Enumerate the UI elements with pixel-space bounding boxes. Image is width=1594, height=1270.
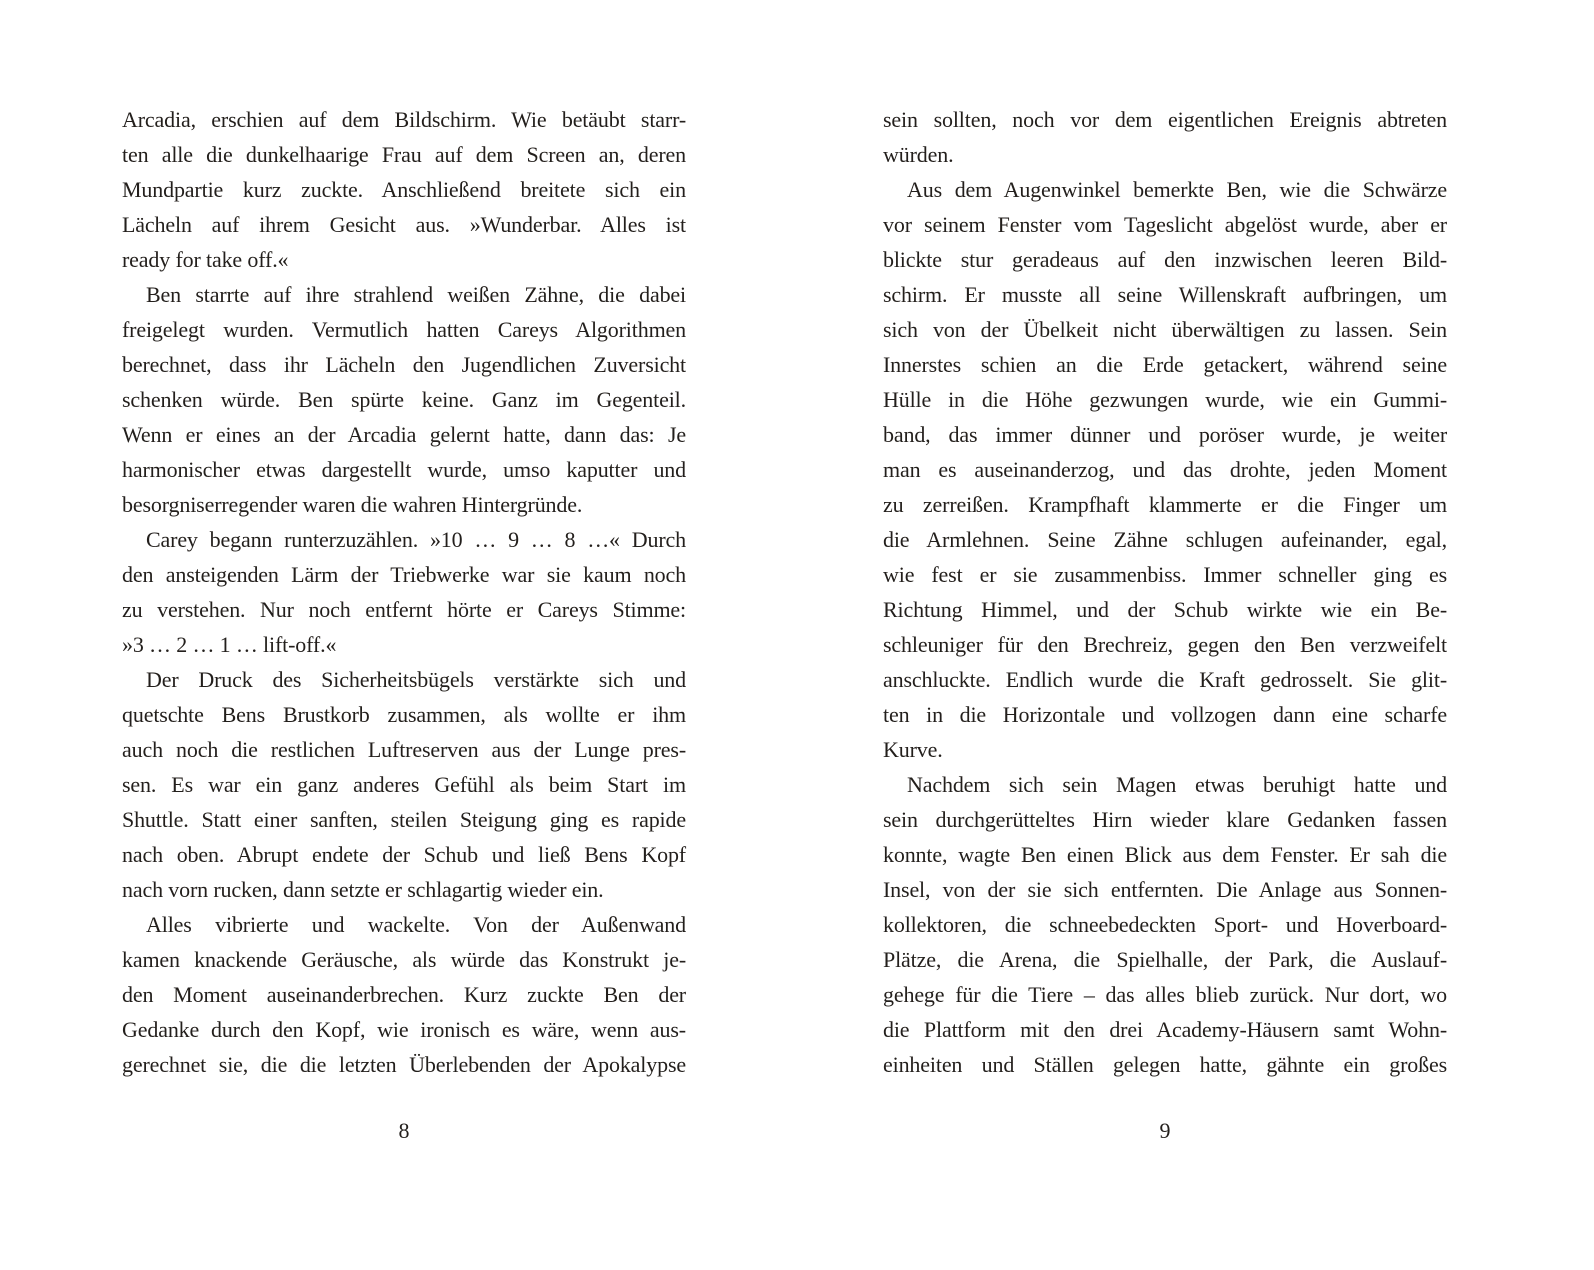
- text-line: gehege für die Tiere – das alles blieb zurück. Nur dort, wo: [883, 982, 1447, 1007]
- paragraph: [122, 907, 686, 1082]
- text-line: zu verstehen. Nur noch entfernt hörte er Careys Stimme:: [122, 597, 686, 622]
- text-line: band, das immer dünner und poröser wurde, je weiter: [883, 422, 1447, 447]
- paragraph: [122, 102, 686, 277]
- text-line: Hülle in die Höhe gezwungen wurde, wie ein Gummi-: [883, 387, 1447, 412]
- page-number-left: 8: [398, 1118, 410, 1143]
- text-line: kamen knackende Geräusche, als würde das Konstrukt je-: [122, 947, 686, 972]
- text-line: ten alle die dunkelhaarige Frau auf dem Screen an, deren: [122, 142, 686, 167]
- text-line: ready for take off.«: [122, 247, 289, 272]
- paragraph: [883, 102, 1447, 172]
- text-line: »3 … 2 … 1 … lift-off.«: [122, 632, 337, 657]
- text-line: gerechnet sie, die die letzten Überlebenden der Apokalypse: [122, 1052, 686, 1077]
- text-line: ten in die Horizontale und vollzogen dann eine scharfe: [883, 702, 1447, 727]
- right-page-text: [883, 102, 1447, 1082]
- text-line: sein durchgerütteltes Hirn wieder klare Gedanken fassen: [883, 807, 1447, 832]
- text-line: berechnet, dass ihr Lächeln den Jugendlichen Zuversicht: [122, 352, 686, 377]
- paragraph: [883, 172, 1447, 767]
- text-line: blickte stur geradeaus auf den inzwischen leeren Bild-: [883, 247, 1447, 272]
- text-line: man es auseinanderzog, und das drohte, jeden Moment: [883, 457, 1447, 482]
- text-line: besorgniserregender waren die wahren Hintergründe.: [122, 492, 583, 517]
- text-line: Gedanke durch den Kopf, wie ironisch es wäre, wenn aus-: [122, 1017, 686, 1042]
- text-line: Nachdem sich sein Magen etwas beruhigt hatte und: [907, 772, 1447, 797]
- text-line: kollektoren, die schneebedeckten Sport- und Hoverboard-: [883, 912, 1447, 937]
- text-line: konnte, wagte Ben einen Blick aus dem Fenster. Er sah die: [883, 842, 1447, 867]
- text-line: auch noch die restlichen Luftreserven aus der Lunge pres-: [122, 737, 686, 762]
- text-line: Wenn er eines an der Arcadia gelernt hatte, dann das: Je: [122, 422, 686, 447]
- text-line: freigelegt wurden. Vermutlich hatten Careys Algorithmen: [122, 317, 686, 342]
- left-page-text: [122, 102, 686, 1082]
- text-line: nach oben. Abrupt endete der Schub und ließ Bens Kopf: [122, 842, 686, 867]
- text-line: Plätze, die Arena, die Spielhalle, der Park, die Auslauf-: [883, 947, 1447, 972]
- text-line: den Moment auseinanderbrechen. Kurz zuckte Ben der: [122, 982, 686, 1007]
- text-line: quetschte Bens Brustkorb zusammen, als wollte er ihm: [122, 702, 686, 727]
- text-line: Kurve.: [883, 737, 943, 762]
- paragraph: [883, 767, 1447, 1082]
- text-line: vor seinem Fenster vom Tageslicht abgelöst wurde, aber er: [883, 212, 1447, 237]
- paragraph: [122, 662, 686, 907]
- text-line: sen. Es war ein ganz anderes Gefühl als beim Start im: [122, 772, 686, 797]
- text-line: Aus dem Augenwinkel bemerkte Ben, wie die Schwärze: [907, 177, 1447, 202]
- paragraph: [122, 277, 686, 522]
- text-line: Lächeln auf ihrem Gesicht aus. »Wunderbar. Alles ist: [122, 212, 686, 237]
- paragraph: [122, 522, 686, 662]
- text-line: wie fest er sie zusammenbiss. Immer schneller ging es: [883, 562, 1447, 587]
- text-line: Der Druck des Sicherheitsbügels verstärkte sich und: [146, 667, 686, 692]
- text-line: Richtung Himmel, und der Schub wirkte wie ein Be-: [883, 597, 1447, 622]
- text-line: Mundpartie kurz zuckte. Anschließend breitete sich ein: [122, 177, 686, 202]
- text-line: zu zerreißen. Krampfhaft klammerte er die Finger um: [883, 492, 1447, 517]
- text-line: schleuniger für den Brechreiz, gegen den Ben verzweifelt: [883, 632, 1447, 657]
- text-line: Carey begann runterzuzählen. »10 … 9 … 8 …« Durch: [146, 527, 686, 552]
- text-line: Innerstes schien an die Erde getackert, während seine: [883, 352, 1447, 377]
- text-line: Shuttle. Statt einer sanften, steilen Steigung ging es rapide: [122, 807, 686, 832]
- text-line: die Plattform mit den drei Academy-Häusern samt Wohn-: [883, 1017, 1447, 1042]
- text-line: würden.: [883, 142, 954, 167]
- text-line: sein sollten, noch vor dem eigentlichen Ereignis abtreten: [883, 107, 1447, 132]
- text-line: sich von der Übelkeit nicht überwältigen zu lassen. Sein: [883, 317, 1447, 342]
- text-line: schenken würde. Ben spürte keine. Ganz im Gegenteil.: [122, 387, 686, 412]
- text-line: die Armlehnen. Seine Zähne schlugen aufeinander, egal,: [883, 527, 1447, 552]
- text-line: einheiten und Ställen gelegen hatte, gähnte ein großes: [883, 1052, 1447, 1077]
- page-number-right: 9: [1159, 1118, 1171, 1143]
- text-line: Insel, von der sie sich entfernten. Die Anlage aus Sonnen-: [883, 877, 1447, 902]
- text-line: den ansteigenden Lärm der Triebwerke war sie kaum noch: [122, 562, 686, 587]
- text-line: harmonischer etwas dargestellt wurde, umso kaputter und: [122, 457, 686, 482]
- text-line: Arcadia, erschien auf dem Bildschirm. Wie betäubt starr-: [122, 107, 686, 132]
- text-line: nach vorn rucken, dann setzte er schlagartig wieder ein.: [122, 877, 604, 902]
- text-line: schirm. Er musste all seine Willenskraft aufbringen, um: [883, 282, 1447, 307]
- text-line: Alles vibrierte und wackelte. Von der Außenwand: [146, 912, 686, 937]
- text-line: anschluckte. Endlich wurde die Kraft gedrosselt. Sie glit-: [883, 667, 1447, 692]
- text-line: Ben starrte auf ihre strahlend weißen Zähne, die dabei: [146, 282, 686, 307]
